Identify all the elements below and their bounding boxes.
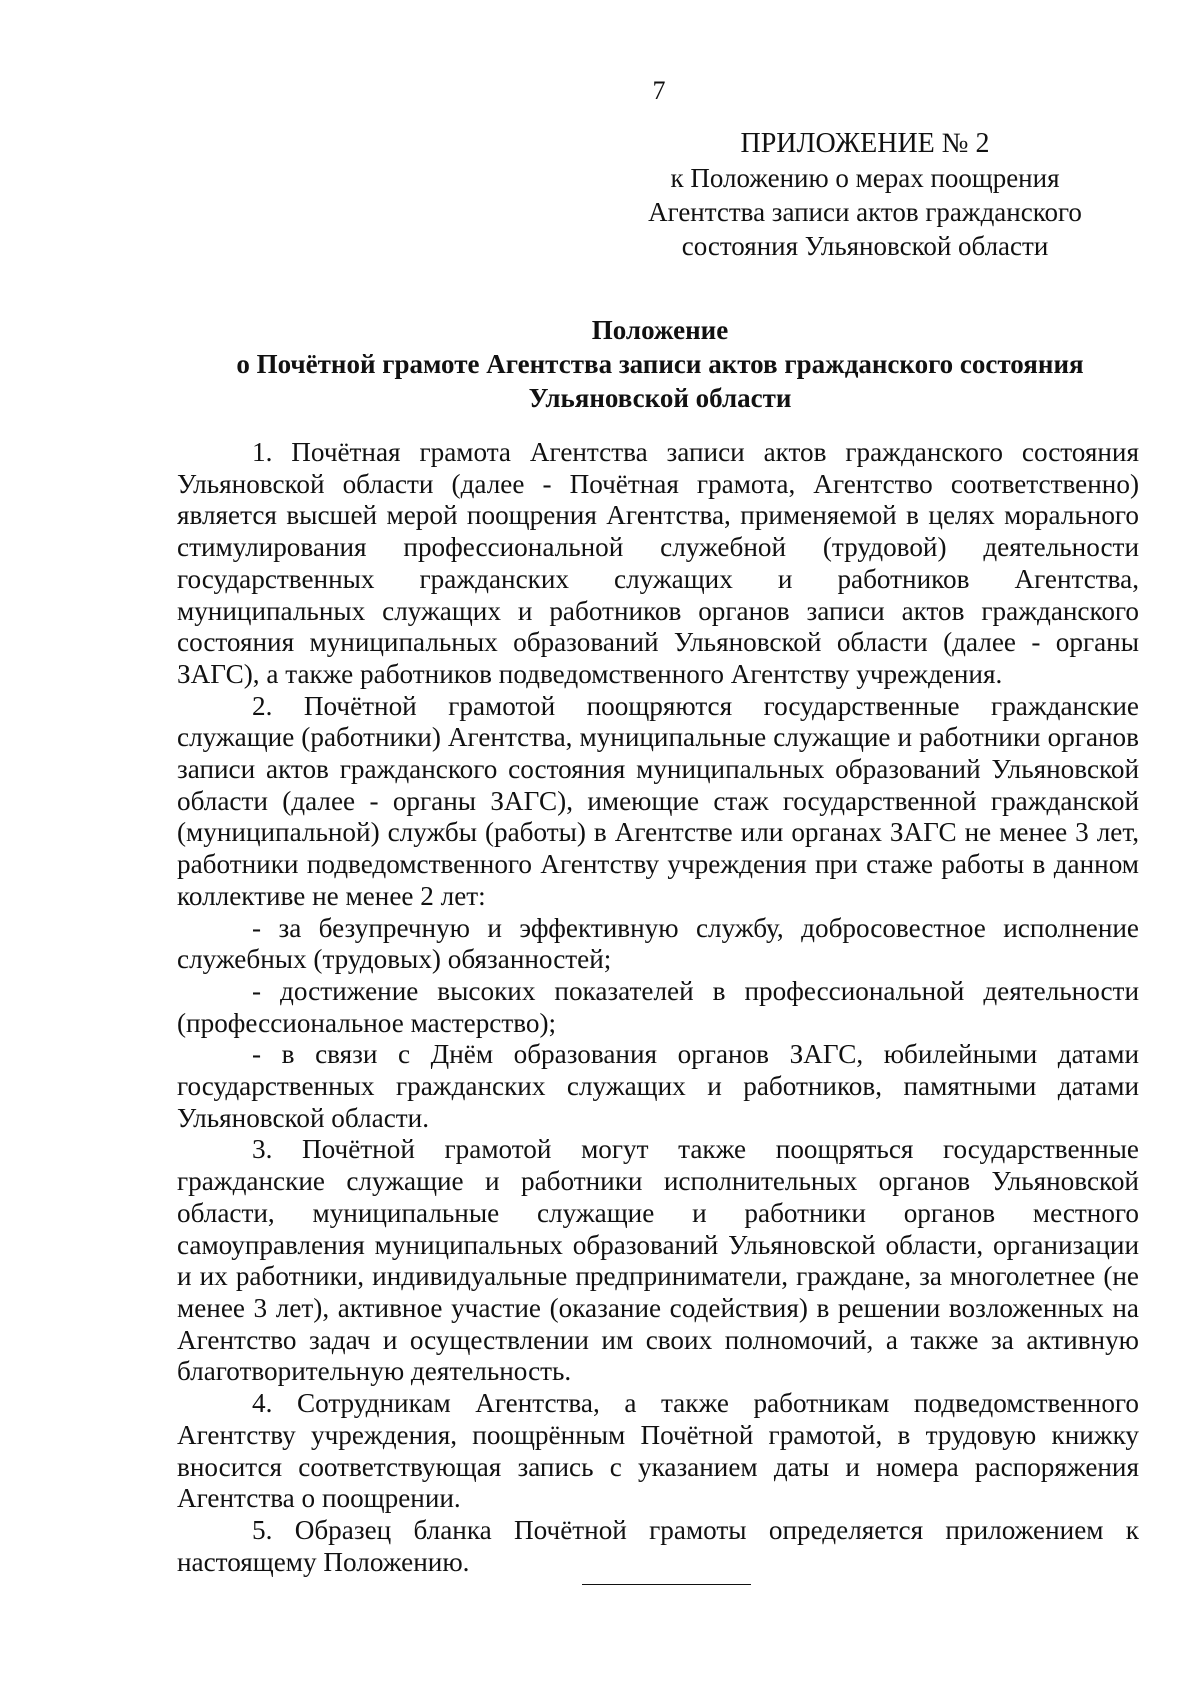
paragraph-3: 3. Почётной грамотой могут также поощряться государственные гражданские служащие и работники исполнительных органов Ульяновской области, муниципальные служащие и работники органов местного самоуправления муниципальных образований Ульяновской области, организации и их работники, индивидуальные предприниматели, граждане, за многолетнее (не менее 3 лет), активное участие (оказание содействия) в решении возложенных на Агентство задач и осуществлении им своих полномочий, а также за активную благотворительную деятельность. bbox=[177, 1134, 1139, 1387]
list-item-achievement: - достижение высоких показателей в профессиональной деятельности (профессиональное мастерство); bbox=[177, 975, 1139, 1038]
list-item-anniversary: - в связи с Днём образования органов ЗАГС, юбилейными датами государственных гражданских служащих и работников, памятными датами Ульяновской области. bbox=[177, 1039, 1139, 1133]
end-divider bbox=[582, 1584, 751, 1585]
title-line: о Почётной грамоте Агентства записи актов гражданского состояния bbox=[236, 349, 1084, 379]
page-number: 7 bbox=[652, 76, 666, 105]
annex-header bbox=[620, 127, 1110, 263]
annex-title: ПРИЛОЖЕНИЕ № 2 bbox=[740, 128, 990, 159]
list-item-service: - за безупречную и эффективную службу, добросовестное исполнение служебных (трудовых) обязанностей; bbox=[177, 912, 1139, 975]
document-body bbox=[177, 437, 1139, 1578]
annex-reference-line: Агентства записи актов гражданского bbox=[648, 197, 1082, 227]
paragraph-1: 1. Почётная грамота Агентства записи актов гражданского состояния Ульяновской области (далее - Почётная грамота, Агентство соответственно) является высшей мерой поощрения Агентства, применяемой в целях морального стимулирования профессиональной служебной (трудовой) деятельности государственных гражданских служащих и работников Агентства, муниципальных служащих и работников органов записи актов гражданского состояния муниципальных образований Ульяновской области (далее - органы ЗАГС), а также работников подведомственного Агентству учреждения. bbox=[177, 437, 1139, 689]
document-title bbox=[180, 313, 1140, 415]
title-line: Ульяновской области bbox=[528, 383, 792, 413]
title-line: Положение bbox=[591, 315, 729, 345]
annex-reference-line: состояния Ульяновской области bbox=[681, 231, 1049, 261]
paragraph-4: 4. Сотрудникам Агентства, а также работникам подведомственного Агентству учреждения, поощрённым Почётной грамотой, в трудовую книжку вносится соответствующая запись с указанием даты и номера распоряжения Агентства о поощрении. bbox=[177, 1388, 1139, 1514]
paragraph-5: 5. Образец бланка Почётной грамоты определяется приложением к настоящему Положению. bbox=[177, 1514, 1139, 1577]
paragraph-2: 2. Почётной грамотой поощряются государственные гражданские служащие (работники) Агентства, муниципальные служащие и работники органов записи актов гражданского состояния муниципальных образований Ульяновской области (далее - органы ЗАГС), имеющие стаж государственной гражданской (муниципальной) службы (работы) в Агентстве или органах ЗАГС не менее 3 лет, работники подведомственного Агентству учреждения при стаже работы в данном коллективе не менее 2 лет: bbox=[177, 690, 1139, 911]
annex-reference-line: к Положению о мерах поощрения bbox=[670, 163, 1060, 193]
